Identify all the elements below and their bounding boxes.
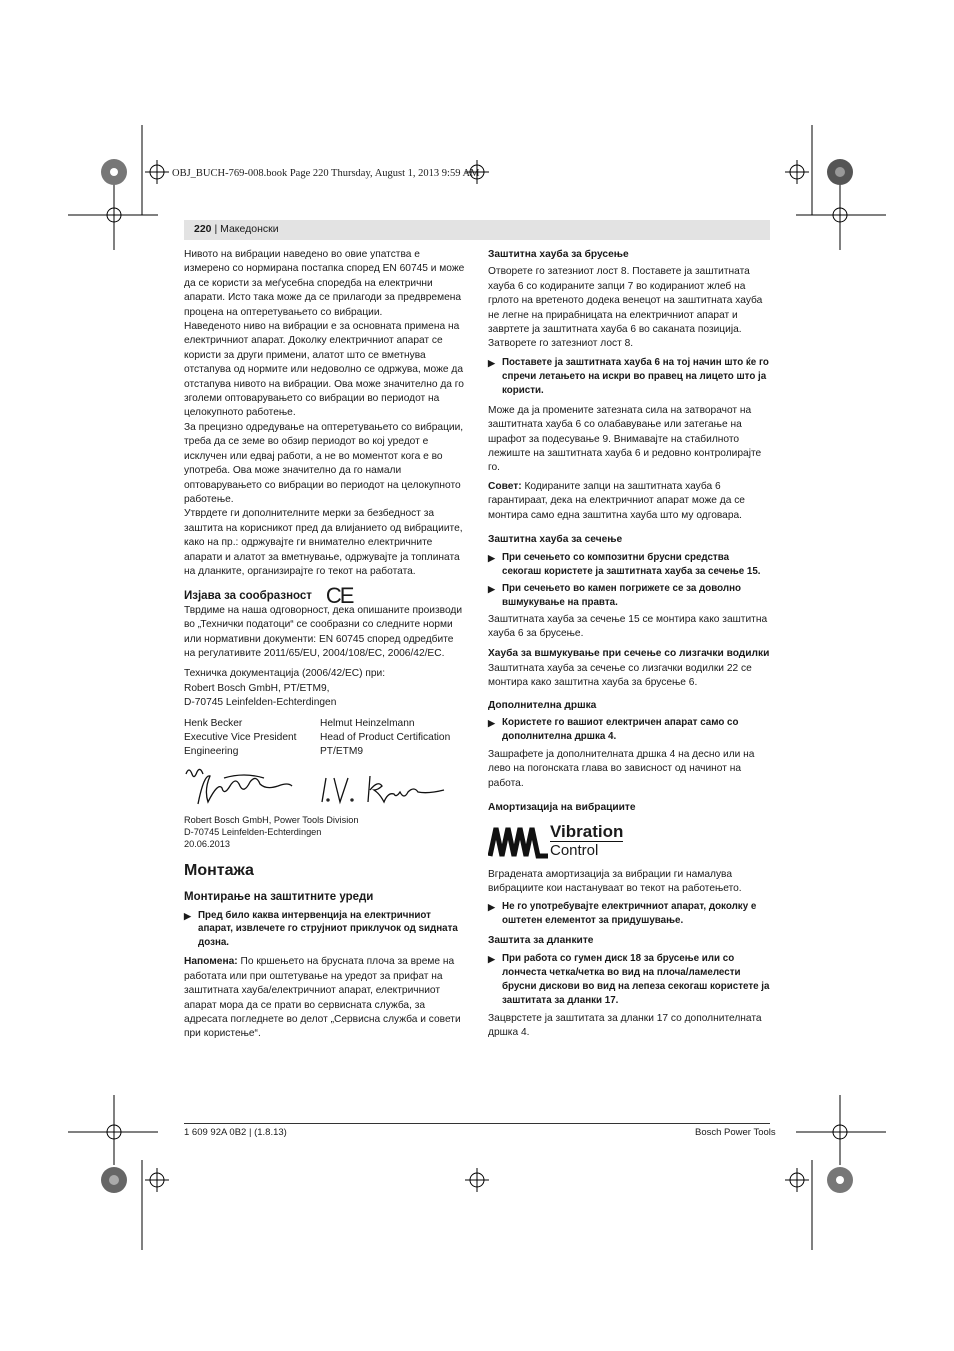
control-logo-word: Control	[550, 841, 599, 859]
right-column	[488, 248, 770, 1041]
vibration-damping-title: Амортизација на вибрациите	[488, 802, 636, 814]
bullet-arrow-icon: ▶	[488, 583, 495, 594]
note-text: По кршењето на брусната плоча за време на работата или при оштетување на уредот за прифат на заштитната хауба/електричниот апарат, електричниот апарат мора да се прати во сервисната служба, за адресата погледнете во делот „Сервисна служба и совети при користење“.	[184, 956, 461, 1040]
vibration-paragraph-2: Наведеното ниво на вибрации е за основната примена на електричниот апарат. Доколку електричниот апарат се користи за други примени, алатот што се вметнува отстапува од нормите или недоволно се одржува, може да отстапува нивото на вибрации. Ова може значително да го зголеми оптоварувањето со вибрации во периодот на целокупното работење.	[184, 321, 464, 419]
extraction-hood-title: Хауба за вшмукување при сечење со лизгачки водилки	[488, 648, 770, 660]
note-label: Напомена:	[184, 956, 238, 968]
company-line-2: D-70745 Leinfelden-Echterdingen	[184, 826, 322, 837]
signatories	[184, 717, 466, 760]
signer2-title-1: Head of Product Certification	[320, 732, 451, 743]
header-language: Македонски	[220, 223, 279, 235]
bullet-arrow-icon: ▶	[488, 902, 495, 913]
signatures-image	[184, 764, 454, 812]
cutting-guard-warning-2: ▶ При сечењето во камен погрижете се за доволно вшмукување на правта.	[488, 582, 742, 608]
vibration-damping-text: Вградената амортизација за вибрации ги намалува вибрациите кои настануваат во текот на работењето.	[488, 868, 742, 894]
cutting-guard-warning-1: ▶ При сечењето со композитни брусни средства секогаш користете ја заштитната хауба за сечење 15.	[488, 551, 761, 577]
footer-brand: Bosch Power Tools	[695, 1127, 776, 1138]
vibration-paragraph-1: Нивото на вибрации наведено во овие упатства е измерено со нормирана постапка според EN 60745 и може да се користи за меѓусебна споредба на електрични апарати. Исто така може да се прилагоди за предвремена процена на оптеретувањето со вибрации.	[184, 249, 465, 318]
conformity-heading	[184, 583, 466, 609]
printer-slug: OBJ_BUCH-769-008.book Page 220 Thursday, August 1, 2013 9:59 AM	[172, 168, 480, 179]
mount-warning-text: Пред било каква интервенција на електричниот апарат, извлечете го струјниот приклучок од ѕидната дозна.	[198, 909, 458, 948]
note-paragraph	[184, 955, 466, 1041]
declaration-date: 20.06.2013	[184, 838, 230, 849]
grinding-guard-warning: ▶ Поставете ја заштитната хауба 6 на тој начин што ќе го спречи летањето на искри во правец на лицето што ја користи.	[488, 356, 769, 396]
aux-handle-text: Зашрафете ја дополнителната дршка 4 на десно или на лево на погонската глава во зависност од начинот на работа.	[488, 748, 755, 789]
grinding-guard-title: Заштитна хауба за брусење	[488, 249, 629, 260]
signer1-name: Henk Becker	[184, 717, 243, 729]
vibration-wave-icon	[488, 822, 552, 860]
bullet-arrow-icon: ▶	[488, 717, 495, 728]
vibration-logo-word: Vibration	[550, 821, 624, 841]
footer-rule	[184, 1123, 770, 1124]
bullet-arrow-icon: ▶	[488, 953, 495, 964]
vibration-damping-warning: ▶ Не го употребувајте електричниот апарат, доколку е оштетен елементот за придушување.	[488, 901, 757, 927]
tech-doc-address-1: Robert Bosch GmbH, PT/ETM9,	[184, 682, 330, 694]
bullet-arrow-icon: ▶	[488, 552, 495, 563]
bullet-arrow-icon: ▶	[488, 357, 495, 368]
signer2-name: Helmut Heinzelmann	[320, 717, 415, 729]
vibration-paragraph-3: За прецизно одредување на оптеретувањето со вибрации, треба да се земе во обзир периодот во кој уредот е исклучен или едвај работи, а не во моментот кога е во употреба. Ова може значително да го намали оптоварувањето со вибрации во периодот на целокупното работење.	[184, 421, 464, 505]
tip-label: Совет:	[488, 480, 522, 492]
vibration-control-logo	[488, 820, 770, 862]
mount-warning	[184, 909, 466, 950]
assembly-title: Монтажа	[184, 861, 254, 879]
conformity-text: Тврдиме на наша одговорност, дека опишаните производи во „Технички податоци“ се сообразни со следните норми или нормативни документи: EN 60745 според одредбите на регулативите 2011/65/EU, 2004/108/EC, 2006/42/EC.	[184, 604, 463, 659]
bullet-arrow-icon: ▶	[184, 910, 191, 921]
hand-guard-text: Зацврстете ја заштитата за дланки 17 со дополнителната дршка 4.	[488, 1012, 762, 1039]
page-header: 220 | Македонски	[194, 223, 279, 235]
clamping-force-text: Може да ја промените затезната сила на затворачот на заштитната хауба 6 со олабавување или затегање на шрафот за подесување 9. Внимавајте на стабилното лежиште на заштитната хауба 6 и редовно контролирајте го.	[488, 404, 762, 474]
vibration-paragraph-4: Утврдете ги дополнителните мерки за безбедност за заштита на корисникот пред да влијанието од вибрациите, како на пр.: одржувајте ги внимателно електричните апарати и алатот за вметнување, одржувајте ја топлината на дланките, организирајте го текот на работата.	[184, 508, 463, 577]
hand-guard-title: Заштита за дланките	[488, 935, 594, 947]
ce-mark-icon: CE	[325, 583, 353, 609]
hand-guard-warning: ▶ При работа со гумен диск 18 за брусење или со лончеста четка/четка во вид на плоча/ламелести брусни дискови во вид на лепеза секогаш користете ја заштитата за дланки 17.	[488, 952, 770, 1006]
left-column	[184, 248, 466, 1042]
extraction-hood-text: Заштитната хауба за сечење со лизгачки водилки 22 се монтира како заштитна хауба за брусење 6.	[488, 662, 752, 689]
cutting-guard-text: Заштитната хауба за сечење 15 се монтира како заштитна хауба 6 за брусење.	[488, 613, 768, 639]
company-line-1: Robert Bosch GmbH, Power Tools Division	[184, 814, 359, 825]
tip-paragraph: Совет: Кодираните запци на заштитната хауба 6 гарантираат, дека на електричниот апарат може да се монтира само една заштитна хауба што му одговара.	[488, 480, 745, 521]
footer-doc-number: 1 609 92A 0B2 | (1.8.13)	[184, 1127, 287, 1138]
tech-doc-address-2: D-70745 Leinfelden-Echterdingen	[184, 697, 337, 709]
mount-title: Монтирање на заштитните уреди	[184, 891, 374, 904]
grinding-guard-text: Отворете го затезниот лост 8. Поставете ја заштитната хауба 6 со кодираните запци 7 во кодираниот жлеб на грлото на вретеното додека венецот на заштитната хауба не легне на прирабницата на електричниот апарат и завртете ја заштитната хауба 6 во саканата позиција. Затворете го затезниот лост 8.	[488, 266, 763, 350]
signer1-title-1: Executive Vice President	[184, 732, 297, 743]
signer2-title-2: PT/ETM9	[320, 746, 364, 758]
page-number: 220	[194, 223, 212, 235]
tech-doc-label: Техничка документација (2006/42/EC) при:	[184, 668, 386, 680]
cutting-guard-title: Заштитна хауба за сечење	[488, 534, 623, 546]
conformity-title: Изјава за сообразност	[184, 590, 312, 603]
aux-handle-warning: ▶ Користете го вашиот електричен апарат само со дополнителна дршка 4.	[488, 716, 739, 742]
aux-handle-title: Дополнителна дршка	[488, 699, 597, 711]
signer1-title-2: Engineering	[184, 746, 239, 758]
